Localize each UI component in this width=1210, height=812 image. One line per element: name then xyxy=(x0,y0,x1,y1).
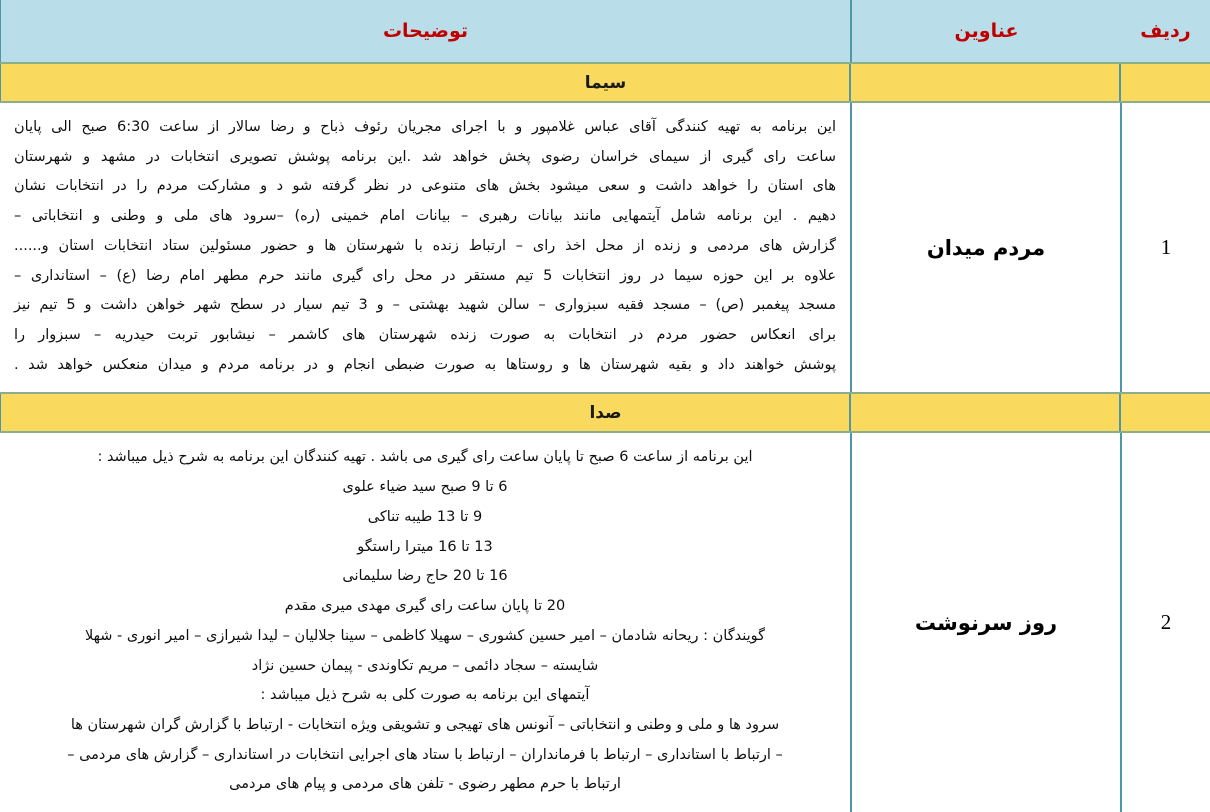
description-line: 13 تا 16 میترا راستگو xyxy=(357,538,493,555)
band-divider-1 xyxy=(1119,64,1121,101)
description-line: 16 تا 20 حاج رضا سلیمانی xyxy=(342,568,508,585)
header-row xyxy=(0,0,1210,63)
table-header xyxy=(0,0,1210,63)
description-line: برای انعکاس حضور مردم در انتخابات به صورت زنده شهرستان های کاشمر – نیشابور تربت حیدریه – سبزوار را xyxy=(14,327,836,344)
row-number: 2 xyxy=(1121,432,1210,812)
description-line: 6 تا 9 صبح سید ضیاء علوی xyxy=(342,479,508,496)
row-number: 1 xyxy=(1121,102,1210,393)
section-band-cell xyxy=(0,63,1210,102)
description-line: ارتباط با حرم مطهر رضوی - تلفن های مردمی و پیام های مردمی xyxy=(229,776,621,793)
description-line: های استان را خواهد داشت و سعی میشود بخش های متنوعی در نظر گرفته شو د و مشارکت مردم را در انتخابات نشان xyxy=(14,178,836,195)
description-line: این برنامه از ساعت 6 صبح تا پایان ساعت رای گیری می باشد . تهیه کنندگان این برنامه به شرح ذیل میباشد : xyxy=(97,449,753,466)
band-divider-2 xyxy=(849,64,851,101)
description-line: آیتمهای این برنامه به صورت کلی به شرح ذیل میباشد : xyxy=(260,687,590,704)
description-line: گویندگان : ریحانه شادمان – امیر حسین کشوری – سهیلا کاظمی – سینا جلالیان – لیدا شیرازی – امیر انوری - شهلا xyxy=(84,627,766,644)
description-line: 9 تا 13 طیبه تناکی xyxy=(367,508,483,525)
program-title: مردم میدان xyxy=(851,102,1121,393)
description-line: گزارش های مردمی و زنده از محل اخذ رای – ارتباط زنده با شهرستان ها و حضور مسئولین ستاد انتخابات استان و...... xyxy=(14,237,836,254)
program-description xyxy=(0,432,851,812)
section-band-label: سیما xyxy=(584,72,627,93)
description-line: – ارتباط با استانداری – ارتباط با فرمانداران – ارتباط با ستاد های اجرایی انتخابات در استانداری – گزارش های مردمی – xyxy=(67,746,783,763)
description-line: این برنامه به تهیه کنندگی آقای عباس غلامپور و با اجرای مجریان رئوف ذباح و رضا سالار از ساعت 6:30 صبح الی پایان xyxy=(14,119,836,135)
section-band-cell xyxy=(0,393,1210,432)
program-title: روز سرنوشت xyxy=(851,432,1121,812)
description-line: علاوه بر این حوزه سیما در روز انتخابات 5 تیم مستقر در محل رای گیری مانند حرم مطهر امام رضا (ع) – استانداری – xyxy=(14,267,836,284)
table-body xyxy=(0,63,1210,812)
section-band-sima xyxy=(0,63,1210,102)
column-header-radif: ردیف xyxy=(1121,0,1210,63)
description-line: مسجد پیغمبر (ص) – مسجد فقیه سبزواری – سالن شهید بهشتی – و 3 تیم سیار در سطح شهر خواهن داشت و 5 تیم نیز xyxy=(14,297,837,314)
program-description xyxy=(0,102,851,393)
table-row xyxy=(0,102,1210,393)
column-header-tozihat: توضیحات xyxy=(0,0,851,63)
description-line: شایسته – سجاد دائمی – مریم تکاوندی - پیمان حسین نژاد xyxy=(251,657,599,674)
description-block xyxy=(14,113,836,380)
table-row xyxy=(0,432,1210,812)
band-divider-2 xyxy=(849,394,851,431)
description-line: دهیم . این برنامه شامل آیتمهایی مانند بیانات رهبری – بیانات امام خمینی (ره) –سرود های ملی و وطنی و انتخاباتی – xyxy=(14,208,836,225)
description-line: ساعت رای گیری از سیمای خراسان رضوی پخش خواهد شد .این برنامه پوشش تصویری انتخابات در مشهد و شهرستان xyxy=(14,148,836,165)
description-line: 20 تا پایان ساعت رای گیری مهدی میری مقدم xyxy=(284,598,566,615)
band-divider-1 xyxy=(1119,394,1121,431)
description-block xyxy=(14,443,836,800)
description-line: پوشش خواهند داد و بقیه شهرستان ها و روستاها به صورت ضبطی انجام و در برنامه مردم و میدان منعکس خواهد شد . xyxy=(14,356,836,373)
section-band-label: صدا xyxy=(589,402,622,423)
section-band-seda xyxy=(0,393,1210,432)
description-line: سرود ها و ملی و وطنی و انتخاباتی – آنونس های تهیجی و تشویقی ویژه انتخابات - ارتباط با گزارش گران شهرستان ها xyxy=(70,716,780,733)
column-header-onavin: عناوین xyxy=(851,0,1121,63)
